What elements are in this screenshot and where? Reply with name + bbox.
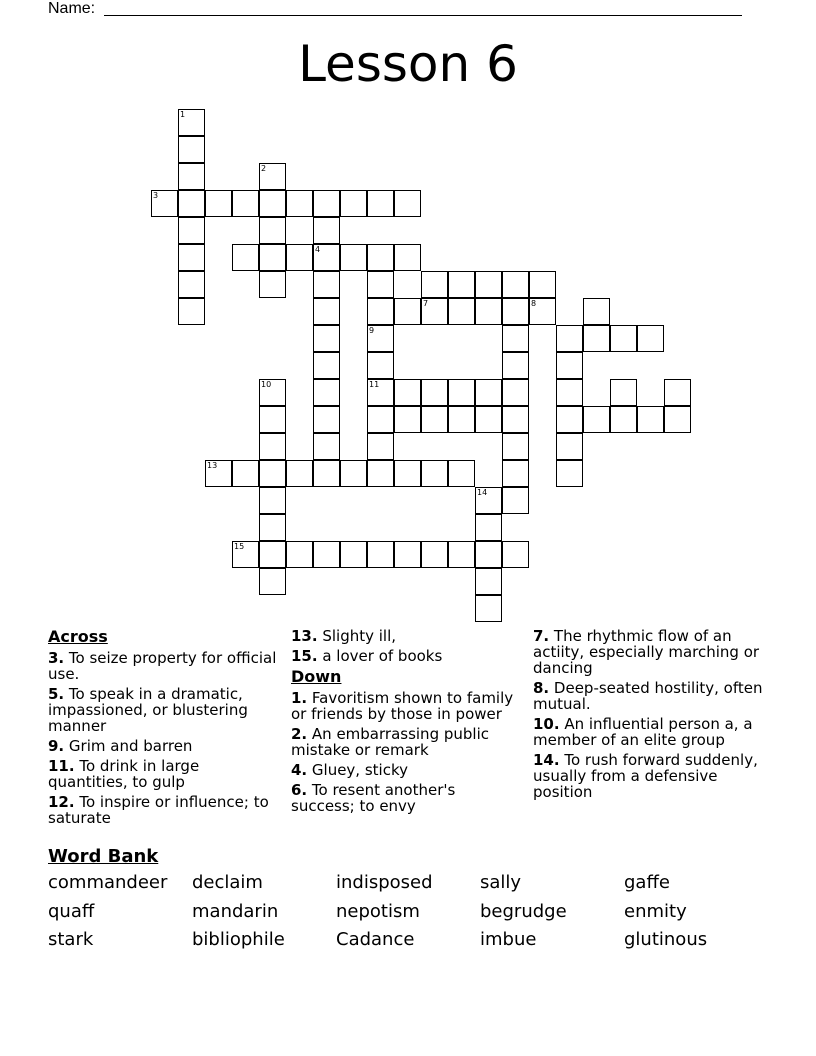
grid-cell[interactable] — [259, 487, 286, 514]
down-heading: Down — [291, 667, 342, 686]
grid-cell[interactable] — [178, 163, 205, 190]
grid-cell[interactable] — [475, 568, 502, 595]
grid-cell[interactable] — [313, 406, 340, 433]
grid-cell[interactable] — [367, 352, 394, 379]
word-bank-word: enmity — [624, 900, 687, 922]
clue-item-number: 12. — [48, 793, 75, 811]
grid-cell[interactable] — [313, 325, 340, 352]
grid-cell[interactable] — [394, 190, 421, 217]
word-bank-word: commandeer — [48, 872, 168, 893]
grid-cell[interactable] — [556, 460, 583, 487]
clue-item-number: 3. — [48, 649, 65, 667]
word-bank — [48, 872, 768, 958]
grid-cell[interactable] — [259, 271, 286, 298]
across-clue-list — [48, 650, 280, 826]
clue-item — [48, 686, 280, 734]
word-bank-word: begrudge — [480, 900, 567, 922]
grid-cell[interactable] — [448, 271, 475, 298]
word-bank-word: quaff — [48, 900, 95, 922]
grid-cell[interactable] — [313, 433, 340, 460]
clue-number: 3 — [153, 191, 159, 200]
clues-column-3 — [533, 628, 765, 804]
grid-cell[interactable] — [664, 406, 691, 433]
grid-cell[interactable] — [421, 271, 448, 298]
grid-cell[interactable] — [394, 244, 421, 271]
grid-cell[interactable] — [556, 406, 583, 433]
clue-item-text: To drink in large quantities, to gulp — [48, 757, 200, 791]
word-bank-word: Cadance — [336, 929, 415, 950]
grid-cell[interactable] — [178, 109, 205, 136]
clue-number: 1 — [180, 110, 186, 119]
clue-item — [291, 762, 523, 778]
grid-cell[interactable] — [259, 244, 286, 271]
grid-cell[interactable] — [259, 568, 286, 595]
word-bank-title: Word Bank — [48, 846, 159, 867]
grid-cell[interactable] — [448, 298, 475, 325]
grid-cell[interactable] — [232, 460, 259, 487]
clue-item-text: a lover of books — [317, 647, 443, 665]
grid-cell[interactable] — [259, 541, 286, 568]
grid-cell[interactable] — [556, 325, 583, 352]
clue-item — [48, 758, 280, 790]
word-bank-word: gaffe — [624, 872, 670, 893]
grid-cell[interactable] — [502, 379, 529, 406]
name-field[interactable] — [48, 0, 95, 18]
grid-cell[interactable] — [475, 271, 502, 298]
page-title: Lesson 6 — [298, 35, 518, 93]
grid-cell[interactable] — [259, 433, 286, 460]
grid-cell[interactable] — [502, 460, 529, 487]
grid-cell[interactable] — [259, 460, 286, 487]
clue-item-number: 4. — [291, 761, 308, 779]
grid-cell[interactable] — [583, 298, 610, 325]
grid-cell[interactable] — [664, 379, 691, 406]
grid-cell[interactable] — [286, 541, 313, 568]
grid-cell[interactable] — [313, 460, 340, 487]
grid-cell[interactable] — [232, 244, 259, 271]
clue-item-number: 6. — [291, 781, 308, 799]
grid-cell[interactable] — [475, 298, 502, 325]
grid-cell[interactable] — [502, 325, 529, 352]
grid-cell[interactable] — [367, 541, 394, 568]
grid-cell[interactable] — [475, 379, 502, 406]
grid-cell[interactable] — [502, 433, 529, 460]
grid-cell[interactable] — [178, 217, 205, 244]
clue-item-number: 13. — [291, 627, 318, 645]
word-bank-word: declaim — [192, 872, 263, 893]
grid-cell[interactable] — [340, 244, 367, 271]
clue-number: 11 — [369, 380, 380, 389]
clues-column-1 — [48, 628, 280, 830]
grid-cell[interactable] — [340, 460, 367, 487]
grid-cell[interactable] — [259, 163, 286, 190]
grid-cell[interactable] — [367, 406, 394, 433]
clue-item-text: An influential person a, a member of an elite group — [533, 715, 753, 749]
across-heading: Across — [48, 627, 108, 646]
grid-cell[interactable] — [583, 406, 610, 433]
grid-cell[interactable] — [475, 487, 502, 514]
clue-item — [48, 738, 280, 754]
grid-cell[interactable] — [313, 352, 340, 379]
grid-cell[interactable] — [259, 379, 286, 406]
grid-cell[interactable] — [313, 244, 340, 271]
clue-item-text: Favoritism shown to family or friends by those in power — [291, 689, 514, 723]
name-label: Name: — [48, 0, 96, 17]
grid-cell[interactable] — [502, 541, 529, 568]
crossword-grid — [151, 109, 671, 629]
grid-cell[interactable] — [367, 298, 394, 325]
name-underline — [104, 15, 742, 16]
grid-cell[interactable] — [178, 136, 205, 163]
clue-item-text: Deep-seated hostility, often mutual. — [533, 679, 763, 713]
clue-item-number: 14. — [533, 751, 560, 769]
down-clue-list-continued — [533, 628, 765, 800]
grid-cell[interactable] — [502, 298, 529, 325]
clue-item-text: Gluey, sticky — [307, 761, 408, 779]
grid-cell[interactable] — [178, 271, 205, 298]
grid-cell[interactable] — [583, 325, 610, 352]
grid-cell[interactable] — [448, 379, 475, 406]
grid-cell[interactable] — [556, 352, 583, 379]
grid-cell[interactable] — [367, 460, 394, 487]
grid-cell[interactable] — [178, 244, 205, 271]
grid-cell[interactable] — [367, 325, 394, 352]
word-bank-word: stark — [48, 929, 94, 950]
grid-cell[interactable] — [259, 217, 286, 244]
grid-cell[interactable] — [367, 271, 394, 298]
grid-cell[interactable] — [529, 298, 556, 325]
grid-cell[interactable] — [556, 379, 583, 406]
grid-cell[interactable] — [475, 406, 502, 433]
grid-cell[interactable] — [259, 514, 286, 541]
grid-cell[interactable] — [502, 487, 529, 514]
clue-number: 8 — [531, 299, 537, 308]
grid-cell[interactable] — [502, 406, 529, 433]
grid-cell[interactable] — [178, 298, 205, 325]
word-bank-word: glutinous — [624, 929, 708, 950]
clue-item — [291, 782, 523, 814]
grid-cell[interactable] — [448, 406, 475, 433]
clue-item — [533, 680, 765, 712]
clue-number: 7 — [423, 299, 429, 308]
clue-item — [533, 628, 765, 676]
clue-item — [533, 752, 765, 800]
clue-number: 4 — [315, 245, 321, 254]
grid-cell[interactable] — [205, 460, 232, 487]
grid-cell[interactable] — [448, 541, 475, 568]
clue-item — [291, 648, 523, 664]
grid-cell[interactable] — [421, 541, 448, 568]
grid-cell[interactable] — [637, 406, 664, 433]
clue-item-number: 1. — [291, 689, 308, 707]
down-clue-list — [291, 690, 523, 814]
clue-item-text: The rhythmic flow of an actiity, especially marching or dancing — [533, 627, 760, 677]
grid-cell[interactable] — [394, 460, 421, 487]
clue-item-text: To inspire or influence; to saturate — [48, 793, 269, 827]
grid-cell[interactable] — [367, 433, 394, 460]
clue-item — [291, 726, 523, 758]
grid-cell[interactable] — [313, 271, 340, 298]
grid-cell[interactable] — [448, 460, 475, 487]
clues-column-2 — [291, 628, 523, 818]
word-bank-word: imbue — [480, 929, 537, 950]
grid-cell[interactable] — [502, 271, 529, 298]
grid-cell[interactable] — [313, 217, 340, 244]
grid-cell[interactable] — [502, 352, 529, 379]
clue-number: 15 — [234, 542, 245, 551]
grid-cell[interactable] — [151, 190, 178, 217]
grid-cell[interactable] — [637, 325, 664, 352]
clue-item-number: 7. — [533, 627, 550, 645]
word-bank-word: sally — [480, 872, 522, 893]
grid-cell[interactable] — [421, 460, 448, 487]
grid-cell[interactable] — [475, 595, 502, 622]
grid-cell[interactable] — [394, 298, 421, 325]
clue-number: 10 — [261, 380, 272, 389]
grid-cell[interactable] — [286, 244, 313, 271]
clue-item-number: 8. — [533, 679, 550, 697]
grid-cell[interactable] — [232, 190, 259, 217]
grid-cell[interactable] — [367, 244, 394, 271]
clue-item — [48, 650, 280, 682]
clue-number: 14 — [477, 488, 488, 497]
grid-cell[interactable] — [232, 541, 259, 568]
grid-cell[interactable] — [610, 379, 637, 406]
grid-cell[interactable] — [421, 379, 448, 406]
grid-cell[interactable] — [475, 514, 502, 541]
clue-item-text: An embarrassing public mistake or remark — [291, 725, 489, 759]
grid-cell[interactable] — [340, 190, 367, 217]
grid-cell[interactable] — [610, 325, 637, 352]
clue-item-number: 2. — [291, 725, 308, 743]
grid-cell[interactable] — [259, 406, 286, 433]
clue-item-number: 15. — [291, 647, 318, 665]
grid-cell[interactable] — [286, 190, 313, 217]
word-bank-word: nepotism — [336, 900, 420, 922]
grid-cell[interactable] — [286, 460, 313, 487]
clue-item-number: 9. — [48, 737, 65, 755]
clue-item-text: To seize property for official use. — [48, 649, 277, 683]
across-clue-list-continued — [291, 628, 523, 664]
clue-item-number: 5. — [48, 685, 65, 703]
clue-item-text: To resent another's success; to envy — [291, 781, 456, 815]
word-bank-word: bibliophile — [192, 929, 285, 950]
grid-cell[interactable] — [529, 271, 556, 298]
clue-item-number: 11. — [48, 757, 75, 775]
clue-item — [291, 690, 523, 722]
clue-item-text: Grim and barren — [64, 737, 193, 755]
grid-cell[interactable] — [610, 406, 637, 433]
grid-cell[interactable] — [394, 406, 421, 433]
clue-item — [291, 628, 523, 644]
grid-cell[interactable] — [421, 298, 448, 325]
clue-number: 13 — [207, 461, 218, 470]
grid-cell[interactable] — [556, 433, 583, 460]
clue-item — [533, 716, 765, 748]
clue-number: 2 — [261, 164, 267, 173]
grid-cell[interactable] — [313, 190, 340, 217]
grid-cell[interactable] — [178, 190, 205, 217]
grid-cell[interactable] — [394, 541, 421, 568]
grid-cell[interactable] — [367, 190, 394, 217]
grid-cell[interactable] — [313, 298, 340, 325]
grid-cell[interactable] — [421, 406, 448, 433]
grid-cell[interactable] — [340, 541, 367, 568]
clue-item-text: To speak in a dramatic, impassioned, or blustering manner — [48, 685, 248, 735]
word-bank-word: mandarin — [192, 900, 279, 922]
clue-item-text: Slighty ill, — [317, 627, 397, 645]
grid-cell[interactable] — [394, 379, 421, 406]
grid-cell[interactable] — [259, 190, 286, 217]
clue-number: 9 — [369, 326, 375, 335]
grid-cell[interactable] — [367, 379, 394, 406]
grid-cell[interactable] — [313, 379, 340, 406]
grid-cell[interactable] — [205, 190, 232, 217]
clue-item-number: 10. — [533, 715, 560, 733]
clue-item — [48, 794, 280, 826]
clue-item-text: To rush forward suddenly, usually from a defensive position — [533, 751, 758, 801]
word-bank-word: indisposed — [336, 872, 433, 893]
grid-cell[interactable] — [313, 541, 340, 568]
grid-cell[interactable] — [475, 541, 502, 568]
